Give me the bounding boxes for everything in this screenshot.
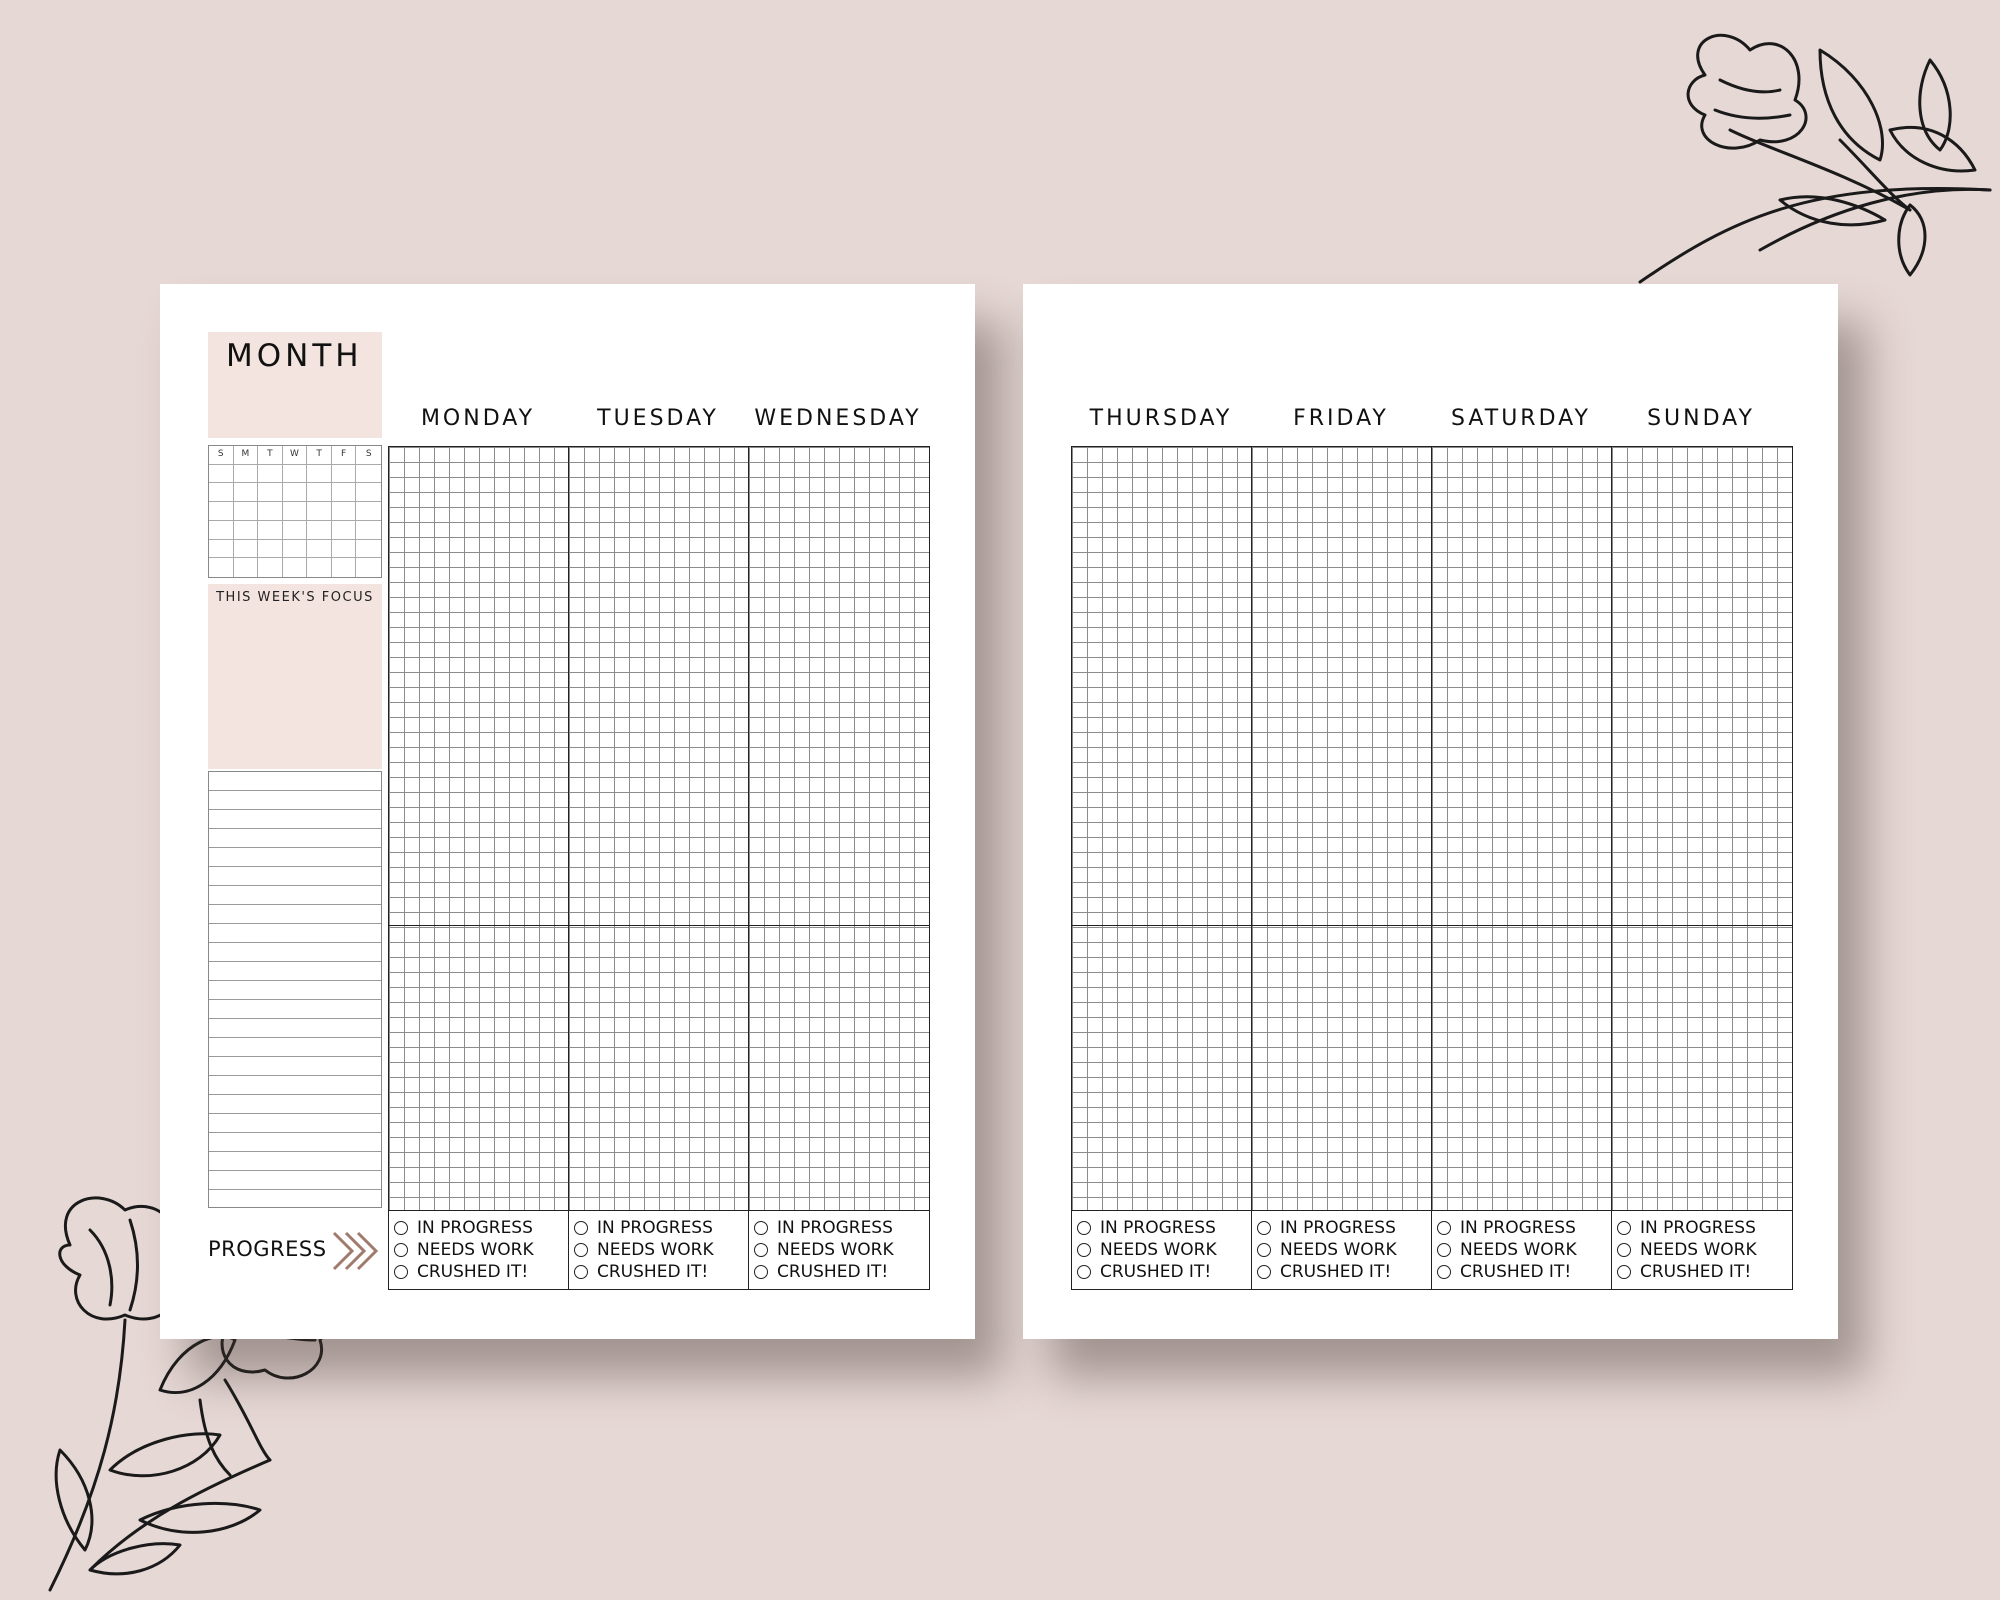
radio-circle-icon[interactable] <box>1437 1221 1451 1235</box>
progress-cell <box>569 1211 749 1289</box>
progress-cell <box>389 1211 569 1289</box>
mini-calendar-day: M <box>234 446 259 465</box>
radio-circle-icon[interactable] <box>1617 1243 1631 1257</box>
progress-option[interactable]: IN PROGRESS <box>574 1217 748 1239</box>
month-box <box>208 332 382 438</box>
radio-circle-icon[interactable] <box>1257 1221 1271 1235</box>
progress-option[interactable]: CRUSHED IT! <box>1257 1261 1431 1283</box>
weekly-focus-title: THIS WEEK'S FOCUS <box>216 590 374 605</box>
flower-illustration-icon <box>1610 20 2000 290</box>
progress-option[interactable]: IN PROGRESS <box>1437 1217 1611 1239</box>
mini-calendar-day: S <box>356 446 381 465</box>
day-grid <box>1071 446 1793 1211</box>
day-column <box>1612 447 1792 1210</box>
day-label-thursday: THURSDAY <box>1089 406 1233 431</box>
progress-option[interactable]: CRUSHED IT! <box>1617 1261 1792 1283</box>
progress-cell <box>1612 1211 1792 1289</box>
mini-calendar-day: T <box>258 446 283 465</box>
radio-circle-icon[interactable] <box>754 1221 768 1235</box>
day-label-wednesday: WEDNESDAY <box>754 406 922 431</box>
radio-circle-icon[interactable] <box>574 1265 588 1279</box>
progress-label: PROGRESS <box>208 1237 327 1261</box>
weekly-focus-box <box>208 584 382 769</box>
day-label-tuesday: TUESDAY <box>597 406 719 431</box>
progress-option[interactable]: IN PROGRESS <box>1617 1217 1792 1239</box>
radio-circle-icon[interactable] <box>1617 1265 1631 1279</box>
day-label-sunday: SUNDAY <box>1647 406 1755 431</box>
progress-option[interactable]: IN PROGRESS <box>754 1217 929 1239</box>
radio-circle-icon[interactable] <box>574 1243 588 1257</box>
radio-circle-icon[interactable] <box>1077 1243 1091 1257</box>
progress-option[interactable]: CRUSHED IT! <box>1077 1261 1251 1283</box>
day-label-monday: MONDAY <box>420 406 536 431</box>
progress-option[interactable]: CRUSHED IT! <box>1437 1261 1611 1283</box>
mini-calendar-day: S <box>209 446 234 465</box>
progress-cell <box>1432 1211 1612 1289</box>
radio-circle-icon[interactable] <box>394 1221 408 1235</box>
progress-cell <box>749 1211 929 1289</box>
day-column <box>569 447 749 1210</box>
radio-circle-icon[interactable] <box>1437 1243 1451 1257</box>
day-column <box>389 447 569 1210</box>
planner-page-left <box>160 284 975 1339</box>
month-title: MONTH <box>226 338 363 374</box>
progress-option[interactable]: CRUSHED IT! <box>394 1261 568 1283</box>
progress-row <box>1071 1210 1793 1290</box>
mini-calendar-day: W <box>283 446 308 465</box>
progress-option[interactable]: IN PROGRESS <box>394 1217 568 1239</box>
progress-option[interactable]: IN PROGRESS <box>1257 1217 1431 1239</box>
day-label-saturday: SATURDAY <box>1451 406 1591 431</box>
progress-option[interactable]: NEEDS WORK <box>394 1239 568 1261</box>
day-column <box>1252 447 1432 1210</box>
radio-circle-icon[interactable] <box>754 1265 768 1279</box>
day-grid <box>388 446 930 1211</box>
mini-calendar-day: F <box>332 446 357 465</box>
planner-page-right <box>1023 284 1838 1339</box>
radio-circle-icon[interactable] <box>1437 1265 1451 1279</box>
radio-circle-icon[interactable] <box>1077 1221 1091 1235</box>
progress-cell <box>1072 1211 1252 1289</box>
progress-option[interactable]: NEEDS WORK <box>574 1239 748 1261</box>
radio-circle-icon[interactable] <box>1077 1265 1091 1279</box>
radio-circle-icon[interactable] <box>574 1221 588 1235</box>
notes-lines <box>208 771 382 1208</box>
mini-calendar-day: T <box>307 446 332 465</box>
progress-option[interactable]: NEEDS WORK <box>1617 1239 1792 1261</box>
radio-circle-icon[interactable] <box>1257 1243 1271 1257</box>
radio-circle-icon[interactable] <box>394 1265 408 1279</box>
progress-cell <box>1252 1211 1432 1289</box>
radio-circle-icon[interactable] <box>1617 1221 1631 1235</box>
progress-option[interactable]: NEEDS WORK <box>1077 1239 1251 1261</box>
radio-circle-icon[interactable] <box>754 1243 768 1257</box>
progress-row <box>388 1210 930 1290</box>
progress-option[interactable]: NEEDS WORK <box>1437 1239 1611 1261</box>
day-column <box>1432 447 1612 1210</box>
radio-circle-icon[interactable] <box>1257 1265 1271 1279</box>
day-column <box>749 447 929 1210</box>
progress-option[interactable]: NEEDS WORK <box>1257 1239 1431 1261</box>
day-label-friday: FRIDAY <box>1293 406 1389 431</box>
day-headers <box>1071 406 1791 431</box>
day-headers <box>388 406 928 431</box>
mini-calendar <box>208 445 382 578</box>
radio-circle-icon[interactable] <box>394 1243 408 1257</box>
chevron-arrows-icon <box>330 1229 386 1273</box>
day-column <box>1072 447 1252 1210</box>
progress-option[interactable]: NEEDS WORK <box>754 1239 929 1261</box>
progress-option[interactable]: CRUSHED IT! <box>754 1261 929 1283</box>
progress-option[interactable]: IN PROGRESS <box>1077 1217 1251 1239</box>
progress-option[interactable]: CRUSHED IT! <box>574 1261 748 1283</box>
